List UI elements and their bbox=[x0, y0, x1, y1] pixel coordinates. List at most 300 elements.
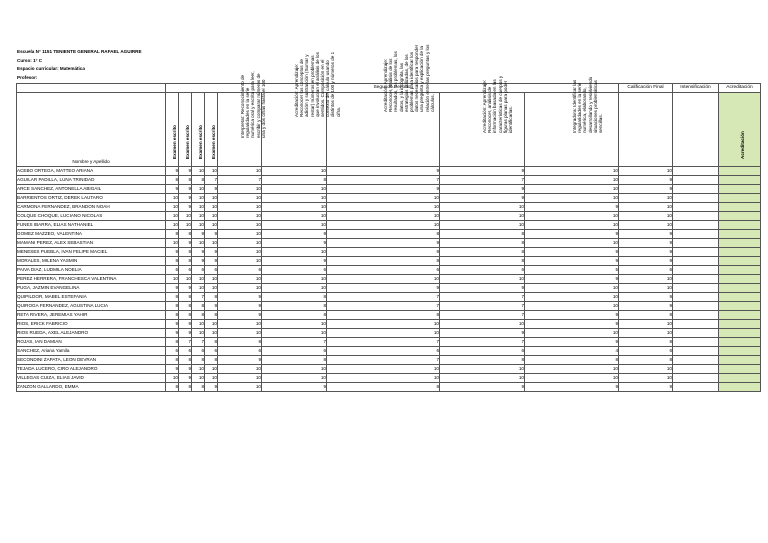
intensification-cell[interactable] bbox=[673, 239, 719, 248]
grade-cell-c5[interactable]: 9 bbox=[525, 248, 619, 257]
student-name[interactable]: ZANZON GALLARDO, EMMA bbox=[17, 383, 166, 392]
grade-cell-c5[interactable]: 10 bbox=[525, 365, 619, 374]
grade-cell-c4[interactable]: 9 bbox=[440, 383, 525, 392]
grade-cell-e2[interactable]: 9 bbox=[179, 239, 192, 248]
grade-cell-c1[interactable]: 10 bbox=[218, 194, 262, 203]
grade-cell-e1[interactable]: 10 bbox=[166, 194, 179, 203]
grade-cell-e1[interactable]: 6 bbox=[166, 266, 179, 275]
grade-cell-c1[interactable]: 9 bbox=[218, 293, 262, 302]
intensification-cell[interactable] bbox=[673, 356, 719, 365]
grade-cell-c3[interactable]: 7 bbox=[327, 302, 440, 311]
grade-cell-c1[interactable]: 9 bbox=[218, 356, 262, 365]
grade-cell-e4[interactable]: 10 bbox=[205, 365, 218, 374]
grade-cell-final[interactable]: 10 bbox=[619, 194, 673, 203]
grade-cell-c3[interactable]: 6 bbox=[327, 347, 440, 356]
accreditation-cell[interactable] bbox=[719, 284, 761, 293]
grade-cell-c3[interactable]: 10 bbox=[327, 374, 440, 383]
grade-cell-c2[interactable]: 10 bbox=[262, 320, 327, 329]
grade-cell-final[interactable]: 10 bbox=[619, 212, 673, 221]
grade-cell-final[interactable]: 10 bbox=[619, 167, 673, 176]
intensification-cell[interactable] bbox=[673, 176, 719, 185]
accreditation-cell[interactable] bbox=[719, 167, 761, 176]
grade-cell-c5[interactable]: 10 bbox=[525, 212, 619, 221]
intensification-cell[interactable] bbox=[673, 383, 719, 392]
grade-cell-c2[interactable]: 8 bbox=[262, 302, 327, 311]
grade-cell-c5[interactable]: 10 bbox=[525, 293, 619, 302]
student-name[interactable]: QUIPILDOR, MABEL ESTEFANIA bbox=[17, 293, 166, 302]
intensification-cell[interactable] bbox=[673, 221, 719, 230]
accreditation-cell[interactable] bbox=[719, 266, 761, 275]
grade-cell-c2[interactable]: 10 bbox=[262, 329, 327, 338]
accreditation-cell[interactable] bbox=[719, 248, 761, 257]
grade-cell-c3[interactable]: 10 bbox=[327, 212, 440, 221]
grade-cell-c5[interactable]: 10 bbox=[525, 302, 619, 311]
grade-cell-e4[interactable]: 10 bbox=[205, 194, 218, 203]
grade-cell-e1[interactable]: 8 bbox=[166, 356, 179, 365]
grade-cell-c4[interactable]: 8 bbox=[440, 239, 525, 248]
grade-cell-c3[interactable]: 7 bbox=[327, 338, 440, 347]
grade-cell-c3[interactable]: 9 bbox=[327, 248, 440, 257]
grade-cell-c4[interactable]: 6 bbox=[440, 266, 525, 275]
grade-cell-c3[interactable]: 10 bbox=[327, 320, 440, 329]
grade-cell-c4[interactable]: 10 bbox=[440, 203, 525, 212]
student-name[interactable]: RIOS RUEDA, AXEL ALEJANDRO bbox=[17, 329, 166, 338]
grade-cell-e1[interactable]: 9 bbox=[166, 320, 179, 329]
grade-cell-final[interactable]: 10 bbox=[619, 221, 673, 230]
grade-cell-c1[interactable]: 8 bbox=[218, 338, 262, 347]
grade-cell-e2[interactable]: 10 bbox=[179, 221, 192, 230]
accreditation-cell[interactable] bbox=[719, 275, 761, 284]
grade-cell-e3[interactable]: 10 bbox=[192, 329, 205, 338]
accreditation-cell[interactable] bbox=[719, 212, 761, 221]
grade-cell-e3[interactable]: 10 bbox=[192, 320, 205, 329]
grade-cell-e1[interactable]: 9 bbox=[166, 284, 179, 293]
grade-cell-final[interactable]: 10 bbox=[619, 365, 673, 374]
intensification-cell[interactable] bbox=[673, 374, 719, 383]
grade-cell-c3[interactable]: 9 bbox=[327, 284, 440, 293]
intensification-cell[interactable] bbox=[673, 302, 719, 311]
grade-cell-e1[interactable]: 10 bbox=[166, 239, 179, 248]
accreditation-cell[interactable] bbox=[719, 374, 761, 383]
grade-cell-e2[interactable]: 8 bbox=[179, 311, 192, 320]
grade-cell-final[interactable]: 6 bbox=[619, 266, 673, 275]
student-name[interactable]: SECONDINI ZAPATA, LEON DEVRAN bbox=[17, 356, 166, 365]
grade-cell-c4[interactable]: 8 bbox=[440, 356, 525, 365]
grade-cell-e4[interactable]: 10 bbox=[205, 374, 218, 383]
grade-cell-c5[interactable]: 4 bbox=[525, 347, 619, 356]
grade-cell-e4[interactable]: 7 bbox=[205, 176, 218, 185]
grade-cell-c5[interactable]: 10 bbox=[525, 167, 619, 176]
grade-cell-c4[interactable]: 7 bbox=[440, 302, 525, 311]
grade-cell-c2[interactable]: 10 bbox=[262, 248, 327, 257]
grade-cell-c5[interactable]: 9 bbox=[525, 275, 619, 284]
student-name[interactable]: ROJAS, IAN DAMIAN bbox=[17, 338, 166, 347]
grade-cell-final[interactable]: 10 bbox=[619, 320, 673, 329]
accreditation-cell[interactable] bbox=[719, 176, 761, 185]
grade-cell-e3[interactable]: 9 bbox=[192, 230, 205, 239]
grade-cell-c1[interactable]: 10 bbox=[218, 284, 262, 293]
intensification-cell[interactable] bbox=[673, 266, 719, 275]
grade-cell-c4[interactable]: 8 bbox=[440, 257, 525, 266]
accreditation-cell[interactable] bbox=[719, 185, 761, 194]
grade-cell-e4[interactable]: 8 bbox=[205, 338, 218, 347]
grade-cell-final[interactable]: 9 bbox=[619, 302, 673, 311]
accreditation-cell[interactable] bbox=[719, 194, 761, 203]
grade-cell-e2[interactable]: 9 bbox=[179, 185, 192, 194]
grade-cell-c2[interactable]: 10 bbox=[262, 194, 327, 203]
grade-cell-e3[interactable]: 7 bbox=[192, 293, 205, 302]
grade-cell-c4[interactable]: 7 bbox=[440, 293, 525, 302]
grade-cell-c2[interactable]: 10 bbox=[262, 185, 327, 194]
student-name[interactable]: ACEBO ORTEGA, MATTEO ARIANA bbox=[17, 167, 166, 176]
grade-cell-c5[interactable]: 8 bbox=[525, 356, 619, 365]
grade-cell-e2[interactable]: 6 bbox=[179, 266, 192, 275]
intensification-cell[interactable] bbox=[673, 230, 719, 239]
grade-cell-final[interactable]: 9 bbox=[619, 248, 673, 257]
grade-cell-c5[interactable]: 10 bbox=[525, 221, 619, 230]
grade-cell-e2[interactable]: 10 bbox=[179, 212, 192, 221]
accreditation-cell[interactable] bbox=[719, 329, 761, 338]
grade-cell-c2[interactable]: 8 bbox=[262, 176, 327, 185]
intensification-cell[interactable] bbox=[673, 257, 719, 266]
intensification-cell[interactable] bbox=[673, 275, 719, 284]
grade-cell-e4[interactable]: 9 bbox=[205, 185, 218, 194]
accreditation-cell[interactable] bbox=[719, 383, 761, 392]
grade-cell-c5[interactable]: 10 bbox=[525, 194, 619, 203]
grade-cell-e3[interactable]: 10 bbox=[192, 194, 205, 203]
grade-cell-c4[interactable]: 9 bbox=[440, 284, 525, 293]
grade-cell-c4[interactable]: 8 bbox=[440, 230, 525, 239]
grade-cell-e3[interactable]: 8 bbox=[192, 176, 205, 185]
grade-cell-e1[interactable]: 10 bbox=[166, 275, 179, 284]
grade-cell-c3[interactable]: 9 bbox=[327, 239, 440, 248]
grade-cell-e3[interactable]: 10 bbox=[192, 275, 205, 284]
grade-cell-c5[interactable]: 10 bbox=[525, 176, 619, 185]
grade-cell-e2[interactable]: 8 bbox=[179, 356, 192, 365]
grade-cell-e2[interactable]: 8 bbox=[179, 230, 192, 239]
student-name[interactable]: RIOS, ERICK FABRICIO bbox=[17, 320, 166, 329]
grade-cell-c3[interactable]: 10 bbox=[327, 275, 440, 284]
grade-cell-c1[interactable]: 10 bbox=[218, 167, 262, 176]
grade-cell-e4[interactable]: 6 bbox=[205, 347, 218, 356]
grade-cell-final[interactable]: 10 bbox=[619, 374, 673, 383]
student-name[interactable]: MAMANI PEREZ, ALEX SEBASTIAN bbox=[17, 239, 166, 248]
grade-cell-e1[interactable]: 8 bbox=[166, 383, 179, 392]
grade-cell-c4[interactable]: 10 bbox=[440, 374, 525, 383]
accreditation-cell[interactable] bbox=[719, 347, 761, 356]
grade-cell-c1[interactable]: 7 bbox=[218, 176, 262, 185]
intensification-cell[interactable] bbox=[673, 212, 719, 221]
grade-cell-c1[interactable]: 10 bbox=[218, 230, 262, 239]
grade-cell-final[interactable]: 8 bbox=[619, 311, 673, 320]
grade-cell-e3[interactable]: 6 bbox=[192, 347, 205, 356]
grade-cell-e2[interactable]: 9 bbox=[179, 365, 192, 374]
grade-cell-c1[interactable]: 10 bbox=[218, 365, 262, 374]
grade-cell-c3[interactable]: 8 bbox=[327, 230, 440, 239]
grade-cell-e4[interactable]: 10 bbox=[205, 284, 218, 293]
grade-cell-c5[interactable]: 5 bbox=[525, 266, 619, 275]
grade-cell-e2[interactable]: 9 bbox=[179, 203, 192, 212]
grade-cell-c4[interactable]: 10 bbox=[440, 320, 525, 329]
intensification-cell[interactable] bbox=[673, 167, 719, 176]
student-name[interactable]: QUIROGA FERNANDEZ, AGUSTINA LUCIA bbox=[17, 302, 166, 311]
grade-cell-c3[interactable]: 9 bbox=[327, 185, 440, 194]
accreditation-cell[interactable] bbox=[719, 221, 761, 230]
grade-cell-c5[interactable]: 10 bbox=[525, 185, 619, 194]
grade-cell-e1[interactable]: 8 bbox=[166, 311, 179, 320]
grade-cell-e4[interactable]: 10 bbox=[205, 167, 218, 176]
grade-cell-final[interactable]: 9 bbox=[619, 257, 673, 266]
grade-cell-c1[interactable]: 10 bbox=[218, 329, 262, 338]
grade-cell-final[interactable]: 8 bbox=[619, 338, 673, 347]
grade-cell-e4[interactable]: 10 bbox=[205, 329, 218, 338]
grade-cell-c2[interactable]: 10 bbox=[262, 167, 327, 176]
grade-cell-final[interactable]: 6 bbox=[619, 347, 673, 356]
grade-cell-c4[interactable]: 6 bbox=[440, 347, 525, 356]
grade-cell-c3[interactable]: 10 bbox=[327, 365, 440, 374]
grade-cell-e3[interactable]: 8 bbox=[192, 311, 205, 320]
accreditation-cell[interactable] bbox=[719, 338, 761, 347]
intensification-cell[interactable] bbox=[673, 284, 719, 293]
grade-cell-e3[interactable]: 8 bbox=[192, 383, 205, 392]
student-name[interactable]: SANCHEZ, Ariana Yamila bbox=[17, 347, 166, 356]
intensification-cell[interactable] bbox=[673, 293, 719, 302]
grade-cell-e3[interactable]: 8 bbox=[192, 302, 205, 311]
grade-cell-c3[interactable]: 7 bbox=[327, 293, 440, 302]
student-name[interactable]: PUGA, JAZMIN EVANGELINA bbox=[17, 284, 166, 293]
grade-cell-c4[interactable]: 7 bbox=[440, 176, 525, 185]
grade-cell-c1[interactable]: 10 bbox=[218, 212, 262, 221]
grade-cell-c1[interactable]: 9 bbox=[218, 311, 262, 320]
intensification-cell[interactable] bbox=[673, 203, 719, 212]
grade-cell-e1[interactable]: 8 bbox=[166, 230, 179, 239]
accreditation-cell[interactable] bbox=[719, 320, 761, 329]
grade-cell-c2[interactable]: 10 bbox=[262, 212, 327, 221]
grade-cell-c3[interactable]: 8 bbox=[327, 311, 440, 320]
intensification-cell[interactable] bbox=[673, 329, 719, 338]
grade-cell-e3[interactable]: 10 bbox=[192, 284, 205, 293]
grade-cell-c2[interactable]: 10 bbox=[262, 365, 327, 374]
grade-cell-e4[interactable]: 10 bbox=[205, 212, 218, 221]
grade-cell-c5[interactable]: 10 bbox=[525, 374, 619, 383]
grade-cell-c3[interactable]: 10 bbox=[327, 194, 440, 203]
grade-cell-c3[interactable]: 10 bbox=[327, 329, 440, 338]
grade-cell-c4[interactable]: 10 bbox=[440, 221, 525, 230]
grade-cell-c5[interactable]: 9 bbox=[525, 383, 619, 392]
grade-cell-e4[interactable]: 8 bbox=[205, 356, 218, 365]
grade-cell-c2[interactable]: 9 bbox=[262, 257, 327, 266]
grade-cell-e4[interactable]: 10 bbox=[205, 275, 218, 284]
grade-cell-e4[interactable]: 9 bbox=[205, 230, 218, 239]
grade-cell-e4[interactable]: 10 bbox=[205, 221, 218, 230]
grade-cell-c1[interactable]: 10 bbox=[218, 320, 262, 329]
accreditation-cell[interactable] bbox=[719, 365, 761, 374]
grade-cell-c1[interactable]: 10 bbox=[218, 248, 262, 257]
grade-cell-c4[interactable]: 9 bbox=[440, 167, 525, 176]
grade-cell-c5[interactable]: 9 bbox=[525, 338, 619, 347]
grade-cell-e3[interactable]: 9 bbox=[192, 248, 205, 257]
grade-cell-c4[interactable]: 10 bbox=[440, 365, 525, 374]
student-name[interactable]: COLQUE CHOQUE, LUCIANO NICOLAS bbox=[17, 212, 166, 221]
grade-cell-c2[interactable]: 9 bbox=[262, 230, 327, 239]
grade-cell-e1[interactable]: 8 bbox=[166, 293, 179, 302]
grade-cell-c2[interactable]: 6 bbox=[262, 347, 327, 356]
grade-cell-e2[interactable]: 8 bbox=[179, 257, 192, 266]
grade-cell-final[interactable]: 8 bbox=[619, 356, 673, 365]
grade-cell-e2[interactable]: 8 bbox=[179, 383, 192, 392]
accreditation-cell[interactable] bbox=[719, 293, 761, 302]
grade-cell-c2[interactable]: 10 bbox=[262, 275, 327, 284]
grade-cell-c1[interactable]: 10 bbox=[218, 239, 262, 248]
grade-cell-e4[interactable]: 9 bbox=[205, 248, 218, 257]
grade-cell-e2[interactable]: 9 bbox=[179, 329, 192, 338]
accreditation-cell[interactable] bbox=[719, 356, 761, 365]
grade-cell-c3[interactable]: 6 bbox=[327, 266, 440, 275]
grade-cell-e1[interactable]: 9 bbox=[166, 185, 179, 194]
grade-cell-e4[interactable]: 8 bbox=[205, 311, 218, 320]
grade-cell-c2[interactable]: 8 bbox=[262, 311, 327, 320]
intensification-cell[interactable] bbox=[673, 311, 719, 320]
grade-cell-c2[interactable]: 8 bbox=[262, 293, 327, 302]
grade-cell-final[interactable]: 9 bbox=[619, 383, 673, 392]
accreditation-cell[interactable] bbox=[719, 239, 761, 248]
grade-cell-c2[interactable]: 9 bbox=[262, 239, 327, 248]
grade-cell-c2[interactable]: 10 bbox=[262, 374, 327, 383]
grade-cell-e3[interactable]: 6 bbox=[192, 266, 205, 275]
grade-cell-c1[interactable]: 10 bbox=[218, 383, 262, 392]
grade-cell-c5[interactable]: 10 bbox=[525, 284, 619, 293]
grade-cell-c2[interactable]: 8 bbox=[262, 356, 327, 365]
student-name[interactable]: VILLEGAS CUIZA, ELIAS JAVID bbox=[17, 374, 166, 383]
grade-cell-e3[interactable]: 9 bbox=[192, 257, 205, 266]
grade-cell-c1[interactable]: 10 bbox=[218, 221, 262, 230]
grade-cell-e1[interactable]: 8 bbox=[166, 257, 179, 266]
grade-cell-e3[interactable]: 8 bbox=[192, 356, 205, 365]
grade-cell-e1[interactable]: 8 bbox=[166, 176, 179, 185]
grade-cell-e2[interactable]: 8 bbox=[179, 302, 192, 311]
grade-cell-c2[interactable]: 10 bbox=[262, 203, 327, 212]
grade-cell-c1[interactable]: 6 bbox=[218, 266, 262, 275]
grade-cell-e4[interactable]: 10 bbox=[205, 320, 218, 329]
grade-cell-e2[interactable]: 9 bbox=[179, 167, 192, 176]
grade-cell-final[interactable]: 9 bbox=[619, 185, 673, 194]
grade-cell-c5[interactable]: 9 bbox=[525, 257, 619, 266]
grade-cell-e1[interactable]: 10 bbox=[166, 212, 179, 221]
grade-cell-c3[interactable]: 8 bbox=[327, 257, 440, 266]
student-name[interactable]: RETA RIVERA, JEREMIAS YAHIR bbox=[17, 311, 166, 320]
grade-cell-c1[interactable]: 10 bbox=[218, 374, 262, 383]
student-name[interactable]: TEJADA LUCERO, CIRO ALEJANDRO bbox=[17, 365, 166, 374]
grade-cell-c3[interactable]: 8 bbox=[327, 383, 440, 392]
grade-cell-c3[interactable]: 7 bbox=[327, 356, 440, 365]
grade-cell-e3[interactable]: 10 bbox=[192, 203, 205, 212]
grade-cell-c4[interactable]: 10 bbox=[440, 275, 525, 284]
grade-cell-e1[interactable]: 9 bbox=[166, 365, 179, 374]
intensification-cell[interactable] bbox=[673, 338, 719, 347]
grade-cell-c1[interactable]: 10 bbox=[218, 203, 262, 212]
grade-cell-e3[interactable]: 10 bbox=[192, 185, 205, 194]
grade-cell-final[interactable]: 9 bbox=[619, 176, 673, 185]
grade-cell-e1[interactable]: 10 bbox=[166, 221, 179, 230]
accreditation-cell[interactable] bbox=[719, 302, 761, 311]
grade-cell-e1[interactable]: 8 bbox=[166, 302, 179, 311]
grade-cell-final[interactable]: 9 bbox=[619, 230, 673, 239]
grade-cell-c3[interactable]: 7 bbox=[327, 176, 440, 185]
grade-cell-e2[interactable]: 8 bbox=[179, 248, 192, 257]
grade-cell-final[interactable]: 10 bbox=[619, 203, 673, 212]
grade-cell-c1[interactable]: 6 bbox=[218, 347, 262, 356]
grade-cell-e4[interactable]: 9 bbox=[205, 302, 218, 311]
grade-cell-e1[interactable]: 6 bbox=[166, 347, 179, 356]
grade-cell-e2[interactable]: 9 bbox=[179, 374, 192, 383]
grade-cell-c4[interactable]: 7 bbox=[440, 338, 525, 347]
grade-cell-e3[interactable]: 10 bbox=[192, 212, 205, 221]
intensification-cell[interactable] bbox=[673, 248, 719, 257]
grade-cell-e3[interactable]: 10 bbox=[192, 239, 205, 248]
student-name[interactable]: GOMEZ MAZZEO, VALENTINA bbox=[17, 230, 166, 239]
intensification-cell[interactable] bbox=[673, 365, 719, 374]
grade-cell-e3[interactable]: 10 bbox=[192, 374, 205, 383]
student-name[interactable]: FUNES IBARRA, ELIAS NATHANIEL bbox=[17, 221, 166, 230]
grade-cell-e4[interactable]: 6 bbox=[205, 266, 218, 275]
grade-cell-e4[interactable]: 10 bbox=[205, 239, 218, 248]
grade-cell-e4[interactable]: 8 bbox=[205, 293, 218, 302]
grade-cell-c5[interactable]: 10 bbox=[525, 329, 619, 338]
accreditation-cell[interactable] bbox=[719, 203, 761, 212]
student-name[interactable]: AGUILAR PADILLA, LUNA TRINIDAD bbox=[17, 176, 166, 185]
grade-cell-c2[interactable]: 6 bbox=[262, 266, 327, 275]
grade-cell-c4[interactable]: 9 bbox=[440, 329, 525, 338]
grade-cell-e4[interactable]: 9 bbox=[205, 383, 218, 392]
student-name[interactable]: MENESES PUEBLA, IVAN FELIPE MACIEL bbox=[17, 248, 166, 257]
grade-cell-c1[interactable]: 10 bbox=[218, 257, 262, 266]
accreditation-cell[interactable] bbox=[719, 230, 761, 239]
grade-cell-final[interactable]: 10 bbox=[619, 275, 673, 284]
grade-cell-c5[interactable]: 9 bbox=[525, 320, 619, 329]
grade-cell-e2[interactable]: 7 bbox=[179, 338, 192, 347]
grade-cell-c4[interactable]: 7 bbox=[440, 311, 525, 320]
grade-cell-c5[interactable]: 9 bbox=[525, 230, 619, 239]
grade-cell-e2[interactable]: 9 bbox=[179, 194, 192, 203]
grade-cell-e1[interactable]: 9 bbox=[166, 248, 179, 257]
grade-cell-e2[interactable]: 6 bbox=[179, 347, 192, 356]
student-name[interactable]: CARMONA FERNANDEZ, BRANDON NOAH bbox=[17, 203, 166, 212]
grade-cell-e2[interactable]: 8 bbox=[179, 176, 192, 185]
student-name[interactable]: BARRIENTOS ORTIZ, DEREK LAUTARO bbox=[17, 194, 166, 203]
grade-cell-e2[interactable]: 10 bbox=[179, 275, 192, 284]
grade-cell-c1[interactable]: 10 bbox=[218, 185, 262, 194]
grade-cell-c4[interactable]: 10 bbox=[440, 212, 525, 221]
grade-cell-e2[interactable]: 8 bbox=[179, 293, 192, 302]
grade-cell-c3[interactable]: 9 bbox=[327, 167, 440, 176]
student-name[interactable]: MORALES, MILENA YASMIN bbox=[17, 257, 166, 266]
grade-cell-final[interactable]: 9 bbox=[619, 293, 673, 302]
grade-cell-final[interactable]: 10 bbox=[619, 284, 673, 293]
intensification-cell[interactable] bbox=[673, 347, 719, 356]
grade-cell-e1[interactable]: 10 bbox=[166, 374, 179, 383]
student-name[interactable]: PAIVA DIAZ, LUDMILA NOELIA bbox=[17, 266, 166, 275]
grade-cell-e3[interactable]: 10 bbox=[192, 221, 205, 230]
grade-cell-c2[interactable]: 9 bbox=[262, 383, 327, 392]
grade-cell-c3[interactable]: 10 bbox=[327, 221, 440, 230]
grade-cell-c1[interactable]: 10 bbox=[218, 275, 262, 284]
grade-cell-e4[interactable]: 9 bbox=[205, 257, 218, 266]
grade-cell-e3[interactable]: 10 bbox=[192, 167, 205, 176]
intensification-cell[interactable] bbox=[673, 320, 719, 329]
grade-cell-c2[interactable]: 10 bbox=[262, 221, 327, 230]
grade-cell-e1[interactable]: 9 bbox=[166, 167, 179, 176]
grade-cell-e1[interactable]: 10 bbox=[166, 203, 179, 212]
